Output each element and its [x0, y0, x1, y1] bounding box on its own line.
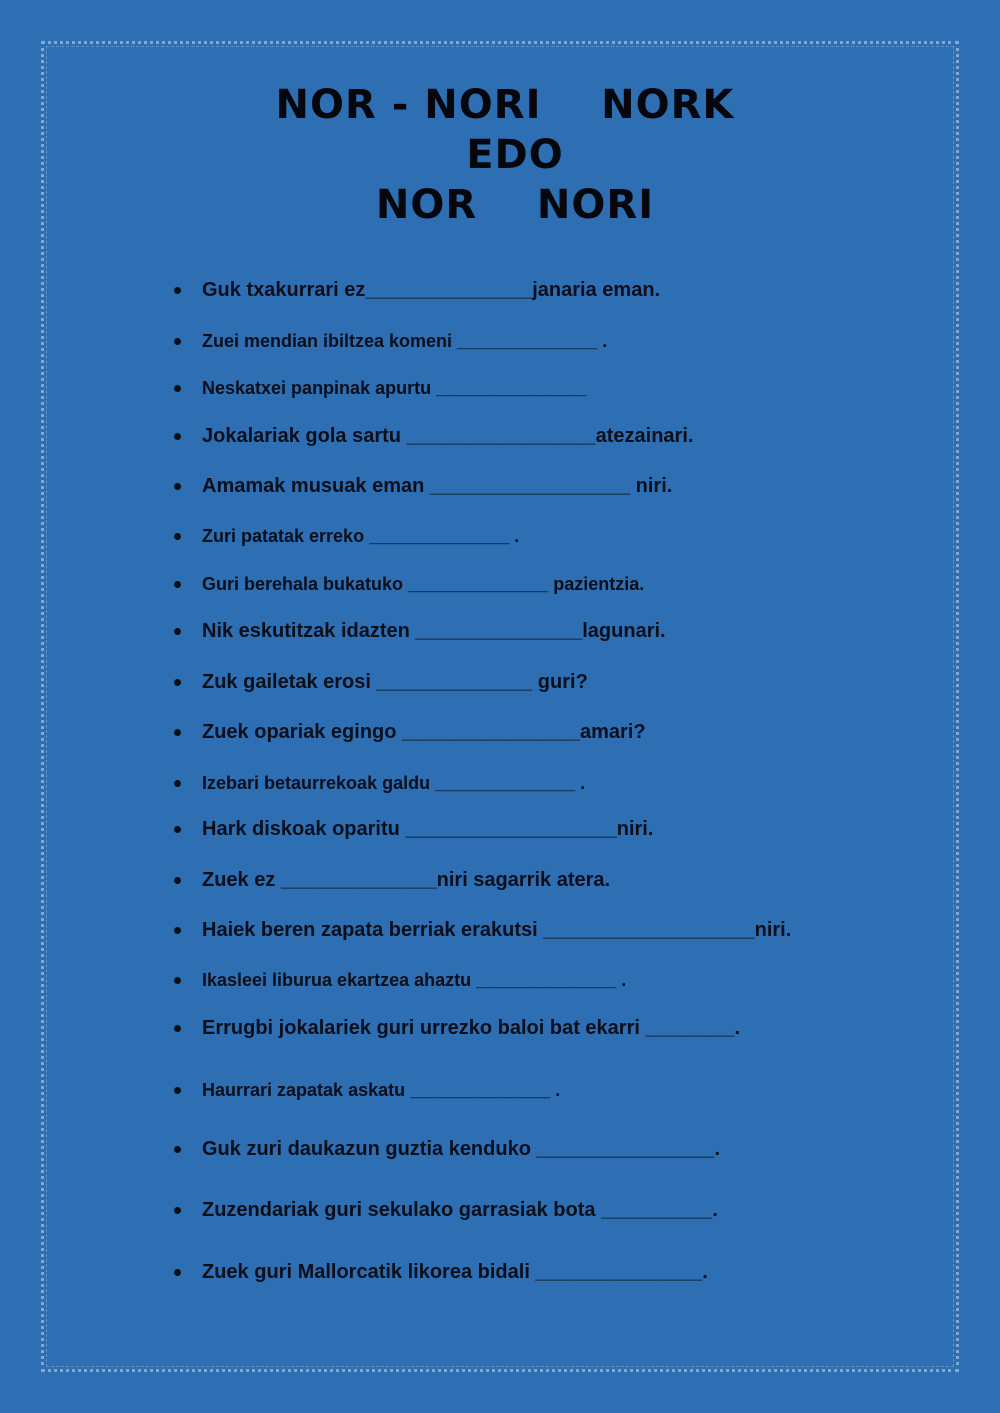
list-item	[170, 620, 666, 643]
list-item	[170, 818, 653, 841]
exercise-text: Amamak musuak eman __________________ niri.	[202, 475, 673, 497]
bullet-icon	[174, 877, 181, 884]
decorative-border	[41, 41, 959, 1372]
exercise-text: Zuek guri Mallorcatik likorea bidali _______________.	[202, 1261, 708, 1283]
exercise-text: Guk zuri daukazun guztia kenduko ________________.	[202, 1138, 721, 1160]
list-item	[170, 1017, 740, 1040]
exercise-text: Zuzendariak guri sekulako garrasiak bota __________.	[202, 1199, 718, 1221]
list-item	[170, 331, 607, 352]
list-item	[170, 970, 626, 991]
exercise-text: Guk txakurrari ez_______________janaria eman.	[202, 279, 661, 301]
exercise-text: Errugbi jokalariek guri urrezko baloi bat ekarri ________.	[202, 1017, 741, 1039]
list-item	[170, 1261, 708, 1284]
exercise-text: Zuei mendian ibiltzea komeni ______________ .	[202, 331, 608, 351]
exercise-text: Jokalariak gola sartu _________________atezainari.	[202, 425, 694, 447]
bullet-icon	[174, 628, 181, 635]
list-item	[170, 526, 519, 547]
list-item	[170, 475, 672, 498]
title-line-2: EDO	[466, 132, 564, 178]
exercise-text: Nik eskutitzak idazten _______________lagunari.	[202, 620, 666, 642]
worksheet-title	[0, 80, 1000, 230]
bullet-icon	[174, 1269, 181, 1276]
exercise-text: Neskatxei panpinak apurtu _______________	[202, 378, 587, 398]
exercise-text: Hark diskoak oparitu ___________________niri.	[202, 818, 654, 840]
list-item	[170, 1199, 718, 1222]
exercise-text: Izebari betaurrekoak galdu ______________ .	[202, 773, 586, 793]
bullet-icon	[174, 780, 181, 787]
bullet-icon	[174, 581, 181, 588]
bullet-icon	[174, 385, 181, 392]
list-item	[170, 721, 646, 744]
bullet-icon	[174, 533, 181, 540]
exercise-text: Ikasleei liburua ekartzea ahaztu ______________ .	[202, 970, 627, 990]
title-line-1: NOR - NORI NORK	[275, 82, 735, 128]
bullet-icon	[174, 977, 181, 984]
exercise-text: Haurrari zapatak askatu ______________ .	[202, 1080, 561, 1100]
exercise-text: Guri berehala bukatuko ______________ pazientzia.	[202, 574, 645, 594]
exercise-text: Zuk gailetak erosi ______________ guri?	[202, 671, 588, 693]
exercise-text: Zuri patatak erreko ______________ .	[202, 526, 520, 546]
exercise-text: Haiek beren zapata berriak erakutsi ___________________niri.	[202, 919, 792, 941]
bullet-icon	[174, 826, 181, 833]
bullet-icon	[174, 1207, 181, 1214]
list-item	[170, 869, 610, 892]
list-item	[170, 279, 660, 302]
bullet-icon	[174, 1087, 181, 1094]
bullet-icon	[174, 483, 181, 490]
bullet-icon	[174, 287, 181, 294]
list-item	[170, 671, 588, 694]
bullet-icon	[174, 433, 181, 440]
list-item	[170, 574, 644, 595]
list-item	[170, 773, 585, 794]
bullet-icon	[174, 338, 181, 345]
list-item	[170, 1080, 560, 1101]
list-item	[170, 378, 586, 399]
bullet-icon	[174, 1025, 181, 1032]
bullet-icon	[174, 927, 181, 934]
list-item	[170, 1138, 720, 1161]
list-item	[170, 425, 693, 448]
list-item	[170, 919, 791, 942]
title-line-3: NOR NORI	[375, 182, 655, 228]
exercise-text: Zuek ez ______________niri sagarrik atera.	[202, 869, 611, 891]
bullet-icon	[174, 729, 181, 736]
bullet-icon	[174, 1146, 181, 1153]
exercise-text: Zuek opariak egingo ________________amari?	[202, 721, 646, 743]
bullet-icon	[174, 679, 181, 686]
